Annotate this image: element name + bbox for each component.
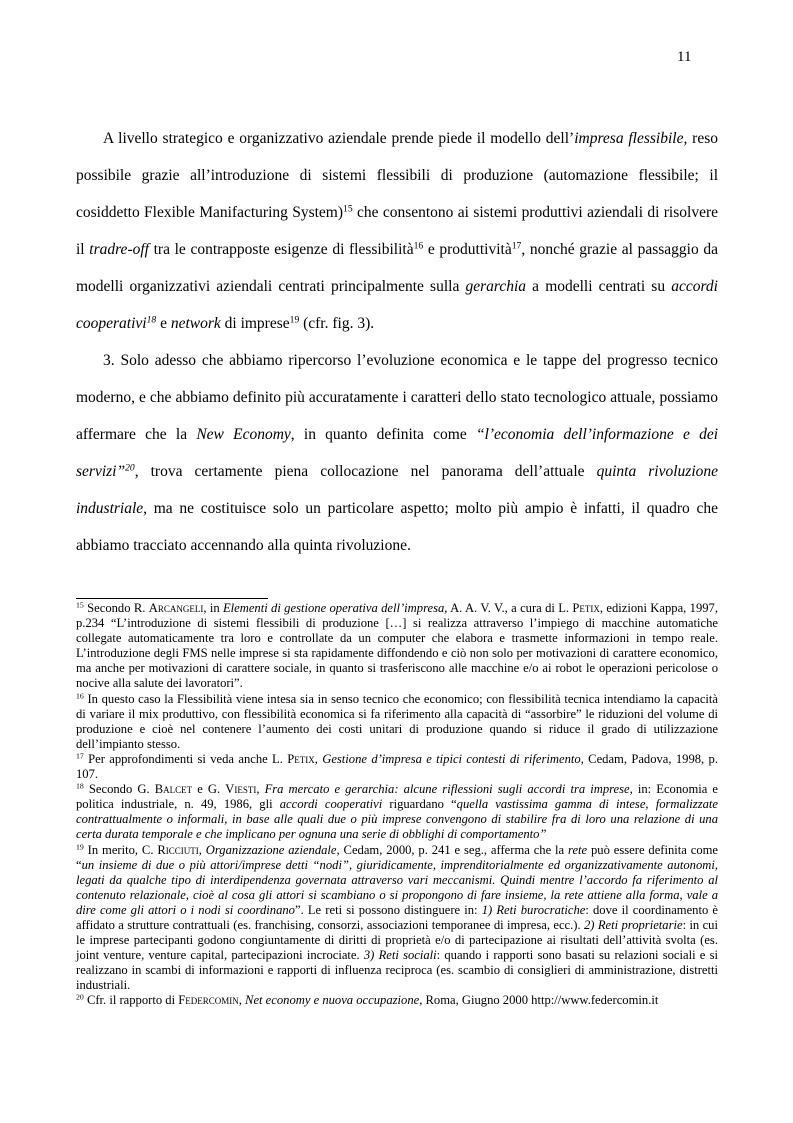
author-name: Arcangeli [148, 601, 204, 615]
text-run: che consentono ai sistemi produttivi aziendali di risolvere il [76, 204, 718, 258]
text-run: 3. Solo adesso che abbiamo ripercorso l’evoluzione economica e le tappe del progresso tecnico moderno, e che abbiamo definito più accuratamente i caratteri dello stato tecnologico attuale, possiamo affermare che la [76, 352, 718, 443]
footnotes [76, 601, 718, 1009]
text-run: Per approfondimenti si veda anche L. [83, 751, 288, 766]
text-run: di imprese [220, 315, 290, 332]
footnote-number: 16 [76, 691, 84, 701]
footnote-text [76, 782, 718, 841]
footnote [76, 843, 718, 994]
italic-text: tradre-off [89, 241, 149, 258]
page-number: 11 [677, 49, 692, 65]
footnote [76, 993, 718, 1008]
text-run: , in [203, 601, 223, 615]
text-run: Secondo G. [83, 782, 155, 797]
text-run: , [256, 782, 265, 797]
italic-text: rete [568, 842, 588, 857]
text-run: ”. Le reti si possono distinguere in: [294, 902, 482, 917]
text-run: Cfr. il rapporto di F [83, 993, 186, 1008]
text-run: Cedam, 2000, p. 241 e seg., afferma che la [339, 842, 569, 857]
footnote-number: 15 [76, 600, 84, 610]
footnote-ref: 18 [146, 314, 157, 326]
italic-text: quinta rivoluzione industriale, [76, 463, 719, 517]
footnote-number: 18 [76, 781, 84, 791]
text-run: può essere definita come “ [76, 842, 719, 872]
italic-text: 3) Reti sociali [363, 948, 437, 963]
italic-text: Net economy e nuova occupazione [245, 993, 420, 1008]
text-run: In questo caso la Flessibilità viene intesa sia in senso tecnico che economico; con flessibilità tecnica intendiamo la capacità di variare il mix produttivo, con flessibilità economica si fa riferimento alla capacità di “assorbire” le riduzioni del volume di produzione e cioè nel contenere l’aumento dei costi unitari di produzione quando si riduce il grado di utilizzazione dell’impianto stesso. [76, 691, 718, 751]
author-name: Balcet [154, 782, 193, 797]
author-name: Petix [287, 751, 315, 766]
footnote [76, 782, 718, 842]
body-text [76, 120, 718, 564]
italic-text: Elementi di gestione operativa dell’impresa, [222, 601, 448, 615]
footnote-text [76, 843, 718, 993]
footnote-number: 19 [76, 842, 84, 852]
text-run: riguardano “ [382, 797, 457, 812]
footnote-separator [76, 598, 268, 599]
text-run: reso possibile grazie all’introduzione di sistemi flessibili di produzione (automazione flessibile; il cosiddetto Flexible Manifacturing System) [76, 130, 718, 221]
text-run: , [198, 842, 206, 857]
footnote-text [76, 692, 718, 751]
italic-text: Fra mercato e gerarchia: alcune riflessioni sugli accordi tra imprese, [264, 782, 633, 797]
text-run: , nonché grazie al passaggio da modelli organizzativi aziendali centrati principalmente sulla [76, 241, 719, 295]
footnote-ref: 19 [289, 314, 300, 326]
text-run: tra le contrapposte esigenze di flessibilità [148, 241, 414, 258]
footnote-ref: 17 [511, 240, 522, 252]
text-run: , in quanto definita come [290, 426, 476, 443]
italic-text: impresa flessibile, [574, 130, 688, 147]
italic-text: Organizzazione aziendale, [205, 842, 340, 857]
text-run: (cfr. fig. 3). [299, 315, 375, 332]
text-run: , [314, 751, 323, 766]
text-run: : dove il coordinamento è affidato a strutture contrattuali (es. franchising, consorzi, associazioni temporanee di impresa, ecc.). [76, 902, 719, 932]
footnote-number: 17 [76, 751, 84, 761]
footnote [76, 601, 718, 692]
footnote-number: 20 [76, 993, 84, 1003]
italic-text: un insieme di due o più attori/imprese detti “nodi”, giuridicamente, imprenditorialmente ed organizzativamente autonomi, legati da qualche tipo di interdipendenza governata attraverso vari meccanismi. Quindi mentre l’accordo fa riferimento al contenuto relazionale, cioè al cosa gli attori si scambiano o si propongono di fare insieme, la rete attiene alla forma, vale a dire come gli attori o i nodi si coordinano [76, 857, 718, 917]
author-name: Ricciuti [157, 842, 199, 857]
italic-text: accordi cooperativi [279, 797, 383, 812]
text-run: e G. [192, 782, 226, 797]
text-run: , Roma, Giugno 2000 http://www.federcomin.it [419, 993, 659, 1008]
footnote-ref: 15 [343, 203, 353, 215]
italic-text: accordi cooperativi [76, 278, 718, 332]
text-run: A. A. V. V., a cura di L. [447, 601, 573, 615]
italic-text: quella vastissima gamma di intese, formalizzate contrattualmente o informali, in base alle quali due o più imprese convengono di stabilire fra di loro una relazione di una certa durata temporale e che implicano per ognuna una serie di obblighi di comportamento” [76, 797, 718, 842]
paragraph [76, 342, 718, 564]
italic-text: “l’economia dell’informazione e dei servizi” [76, 426, 719, 480]
author-name: Viesti [225, 782, 257, 797]
footnote-text [76, 601, 718, 690]
italic-text: gerarchia [465, 278, 527, 295]
text-run: , [238, 993, 246, 1008]
italic-text: , [134, 463, 139, 480]
italic-text: Gestione d’impresa e tipici contesti di riferimento [322, 751, 581, 766]
italic-text: 2) Reti proprietarie [583, 917, 683, 932]
footnote-text [84, 993, 659, 1007]
text-run: e [156, 315, 171, 332]
text-run: in: Economia e politica industriale, n. 49, 1986, gli [76, 782, 719, 812]
text-run: ma ne costituisce solo un particolare aspetto; molto più ampio è infatti, il quadro che abbiamo tracciato accennando alla quinta rivoluzione. [76, 500, 718, 554]
author-name: edercomin [185, 993, 239, 1008]
footnote-ref: 16 [413, 240, 424, 252]
text-run: : in cui le imprese partecipanti godono congiuntamente di diritti di proprietà e/o di partecipazione ai risultati dell’attività svolta (es. joint venture, venture capital, partecipazioni incrociate. [76, 917, 718, 963]
text-run: In merito, C. [83, 842, 158, 857]
footnote-ref: 20 [125, 462, 135, 474]
footnote-text [76, 752, 718, 781]
footnote [76, 752, 718, 782]
paragraph [76, 120, 718, 342]
text-run: , Cedam, Padova, 1998, p. 107. [76, 751, 718, 782]
text-run: e produttività [423, 241, 512, 258]
footnote [76, 692, 718, 752]
text-run: trova certamente piena collocazione nel panorama dell’attuale [138, 463, 597, 480]
italic-text: network [170, 315, 221, 332]
text-run: A livello strategico e organizzativo aziendale prende piede il modello dell’ [103, 130, 575, 147]
italic-text: 1) Reti burocratiche [481, 902, 586, 917]
text-run: Secondo R. [83, 601, 149, 615]
text-run: a modelli centrati su [526, 278, 672, 295]
italic-text: New Economy [196, 426, 291, 443]
author-name: Petix [572, 601, 600, 615]
text-run: : quando i rapporti sono basati su relazioni sociali e si realizzano in scambi di informazioni e rapporti di influenza reciproca (es. scambio di consiglieri di amministrazione, distretti industriali. [76, 948, 718, 993]
text-run: , edizioni Kappa, 1997, p.234 “L’introduzione di sistemi flessibili di produzione […] si realizza attraverso l’impiego di macchine automatiche collegate automaticamente tra loro e controllate da un computer che elabora e trasmette informazioni in tempo reale. L’introduzione degli FMS nelle imprese si sta rapidamente diffondendo e ciò non solo per motivazioni di carattere economico, ma anche per motivazioni di carattere sociale, in quanto si trasferiscono alle macchine e/o ai robot le operazioni pericolose o nocive alla salute dei lavoratori”. [76, 601, 718, 691]
